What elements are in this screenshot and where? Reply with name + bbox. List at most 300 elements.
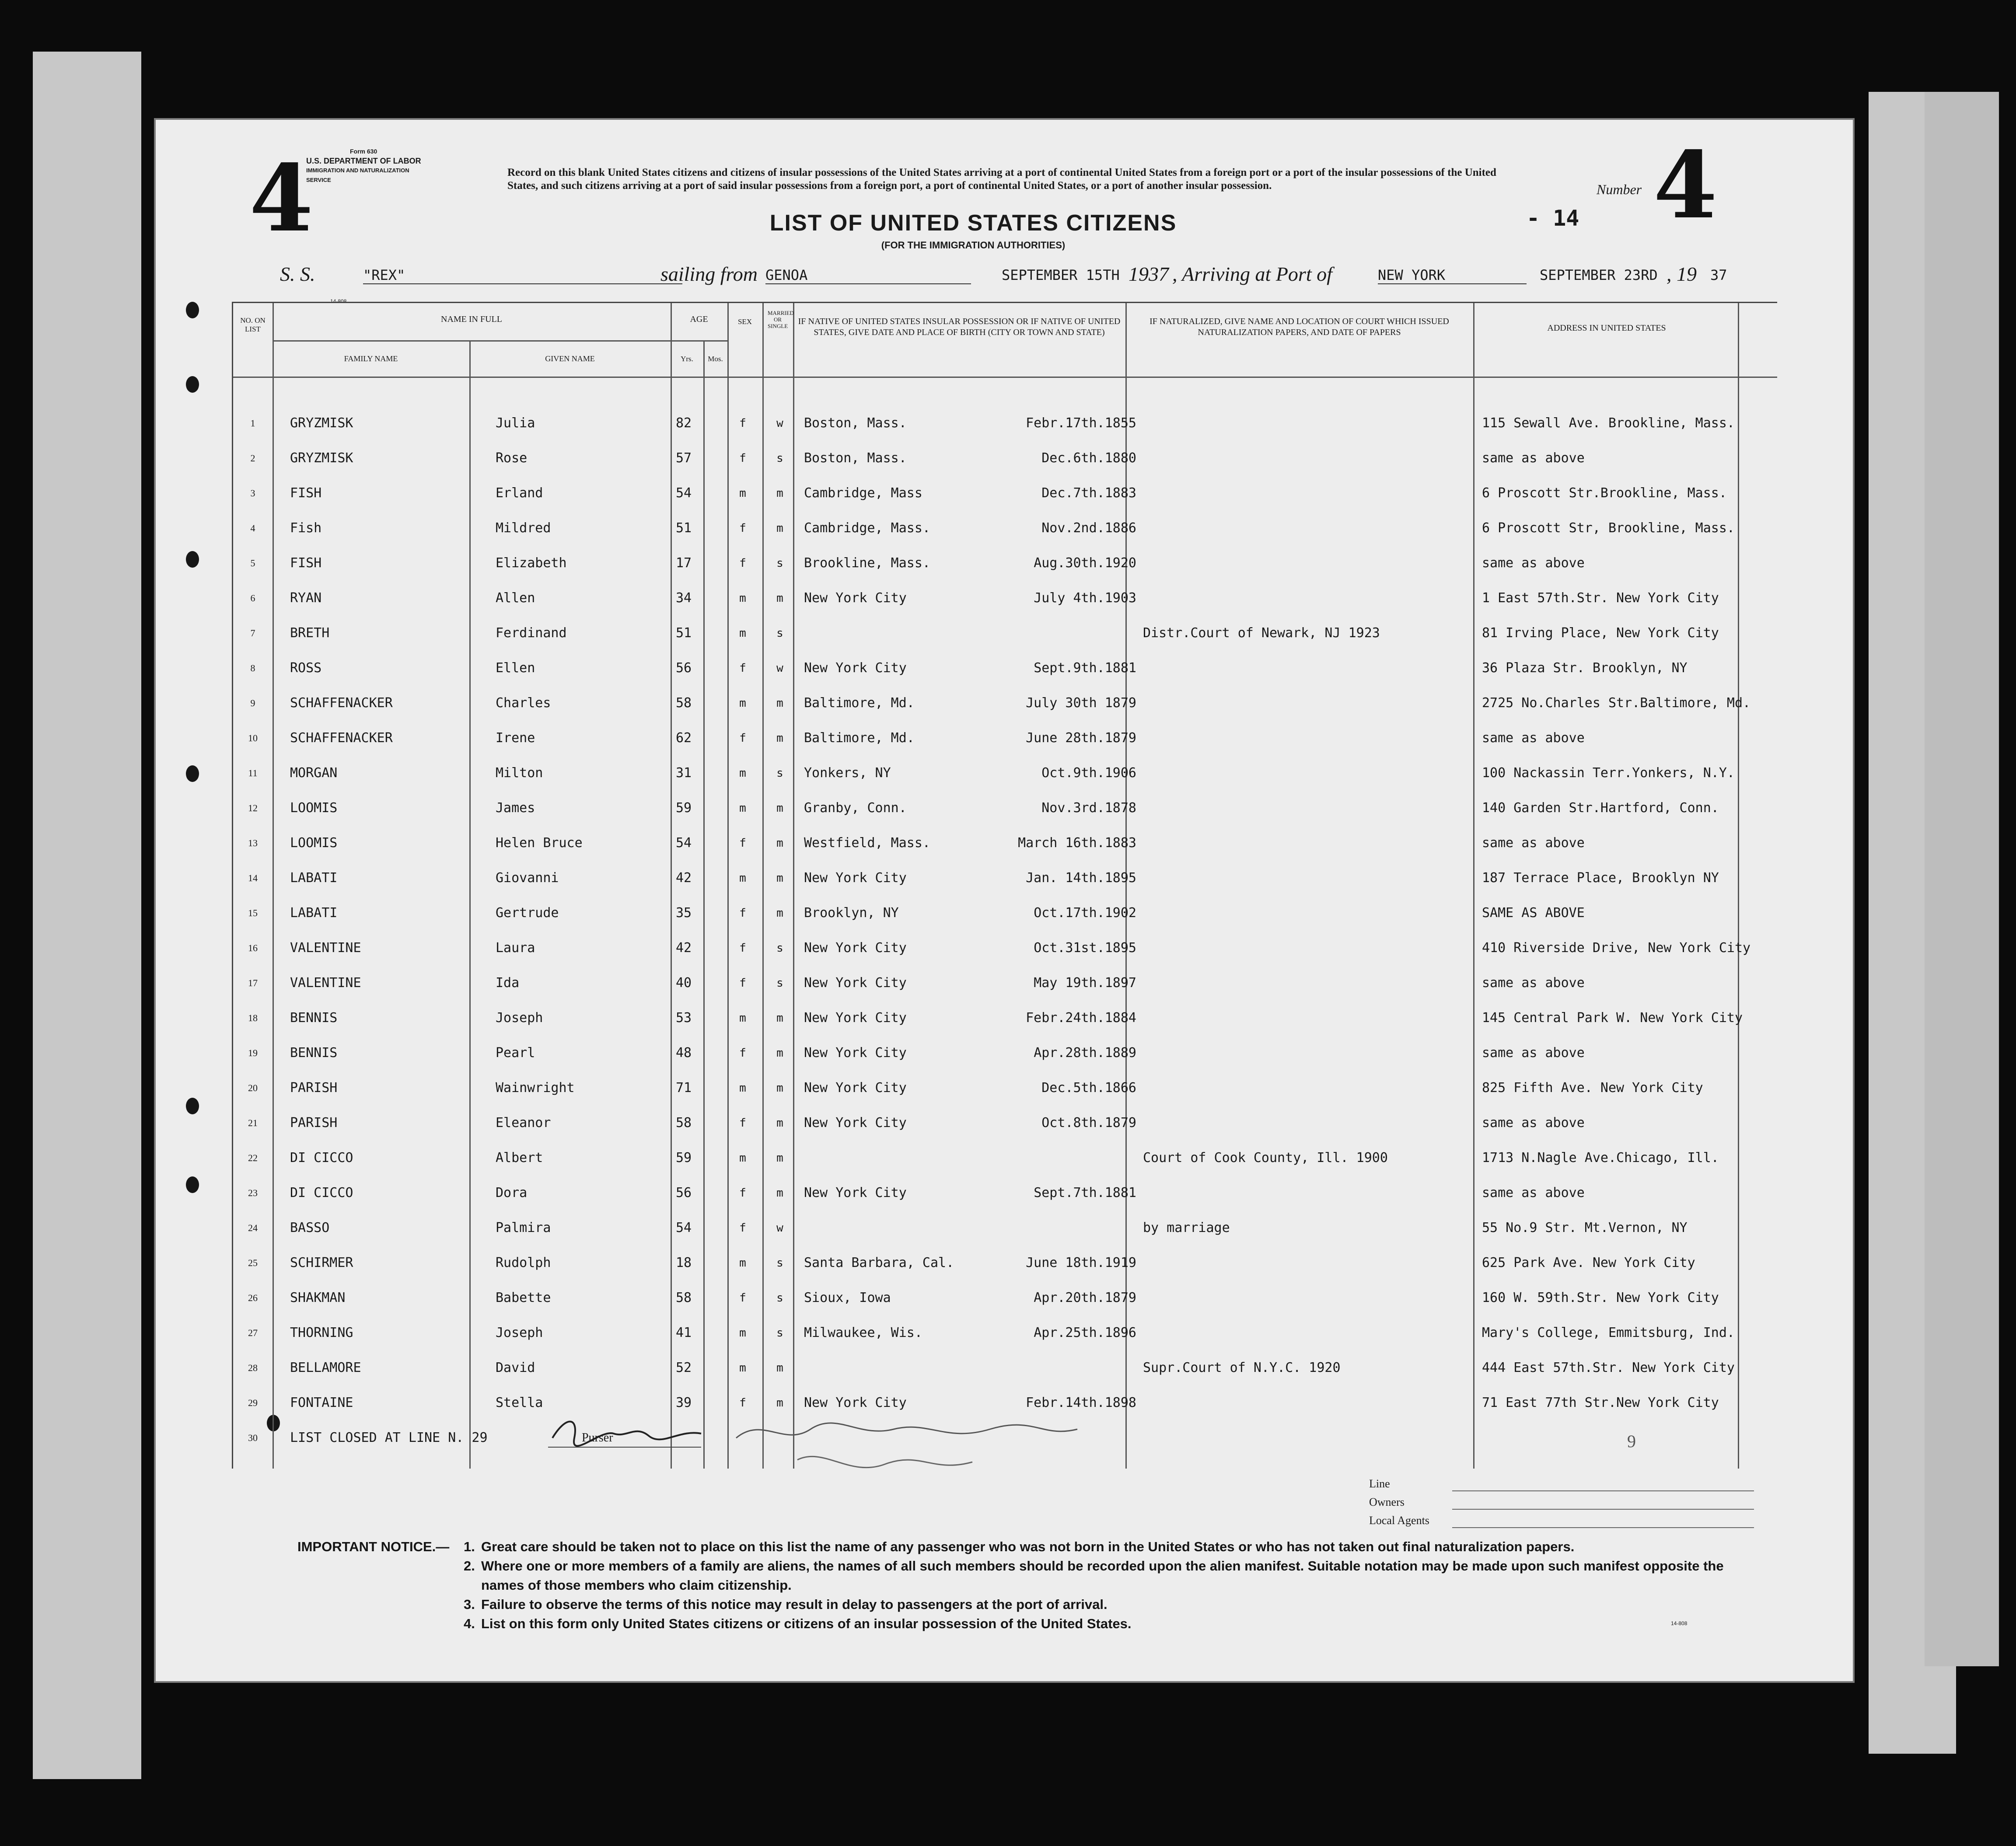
sex: m [739,872,746,885]
agents-block [1369,1477,1754,1532]
us-address: same as above [1482,1045,1585,1061]
sex: f [739,977,746,990]
page-title: LIST OF UNITED STATES CITIZENS [769,210,1177,236]
row-number: 4 [250,523,255,534]
sex: f [739,1396,746,1410]
marital-status: m [776,1186,783,1200]
sex: f [739,662,746,675]
sex: f [739,1221,746,1235]
record-instructions: Record on this blank United States citizens and citizens of insular possessions of the United States arriving at a port of continental United States from a foreign port or a port of the insular possessions of the United States, and such citizens arriving at a port of said insular possessions from a foreign port, a port of continental United States, or a port of another insular possession. [507,167,1496,192]
header-divider [233,377,1777,378]
table-row [233,756,1777,791]
naturalization-court: Distr.Court of Newark, NJ 1923 [1143,625,1380,641]
us-address: 6 Proscott Str, Brookline, Mass. [1482,520,1735,536]
sex: f [739,1047,746,1060]
notice-text: Great care should be taken not to place on this list the name of any passenger who was not born in the United States or who has not taken out final naturalization papers. [481,1539,1575,1554]
us-address: same as above [1482,975,1585,991]
birth-date: June 28th.1879 [1026,730,1136,746]
birth-date: Dec.5th.1866 [1041,1080,1136,1096]
marital-status: m [776,1012,783,1025]
birth-date: June 18th.1919 [1026,1255,1136,1270]
age: 56 [675,660,692,676]
given-name: Palmira [496,1220,551,1235]
us-address: SAME AS ABOVE [1482,905,1585,921]
corner-number-right: 4 [1653,131,1718,239]
age: 41 [675,1325,692,1340]
birth-place: Boston, Mass. [804,450,907,466]
table-row [233,1211,1777,1246]
line-label: Line [1369,1477,1390,1490]
family-name: BASSO [290,1220,330,1235]
sex: m [739,697,746,710]
given-name: Eleanor [496,1115,551,1131]
family-name: DI CICCO [290,1185,353,1200]
row-number: 12 [248,803,258,813]
given-name: Stella [496,1395,543,1410]
birth-place: Boston, Mass. [804,415,907,431]
passenger-table [232,302,1777,1469]
arrival-port: NEW YORK [1378,267,1527,284]
table-row [233,931,1777,966]
row-number: 3 [250,488,255,499]
age: 17 [675,555,692,571]
marital-status: w [776,417,783,430]
marital-status: w [776,662,783,675]
us-address: 1 East 57th.Str. New York City [1482,590,1719,606]
age: 58 [675,1115,692,1131]
sailing-label: sailing from [660,263,758,285]
age: 59 [675,1150,692,1166]
birth-place: New York City [804,660,907,676]
table-row [233,1141,1777,1176]
age: 54 [675,835,692,851]
age: 54 [675,485,692,501]
family-name: FISH [290,485,322,501]
table-row [233,511,1777,546]
punch-hole [186,1098,199,1114]
notice-number: 3. [464,1597,475,1612]
row-number: 1 [250,418,255,429]
list-closed-note: LIST CLOSED AT LINE N. 29 [290,1430,488,1445]
sex: m [739,1082,746,1095]
row-number: 20 [248,1082,258,1093]
sex: m [739,1256,746,1270]
age: 18 [675,1255,692,1270]
marital-status: m [776,837,783,850]
row-number: 29 [248,1397,258,1408]
row-number: 2 [250,453,255,464]
table-row [233,616,1777,651]
birth-place: Sioux, Iowa [804,1290,891,1305]
family-name: LABATI [290,905,338,921]
table-row [233,1316,1777,1350]
punch-hole [186,765,199,782]
naturalization-court: by marriage [1143,1220,1230,1235]
age: 82 [675,415,692,431]
age: 58 [675,695,692,711]
owners-label: Owners [1369,1496,1405,1508]
row-number: 6 [250,593,255,604]
family-name: SCHAFFENACKER [290,730,393,746]
us-address: same as above [1482,835,1585,851]
notice-lead: IMPORTANT NOTICE.— [297,1539,450,1554]
age: 52 [675,1360,692,1375]
number-label: Number [1597,181,1642,197]
notice-item [464,1556,1750,1595]
age: 42 [675,870,692,886]
given-name: James [496,800,535,816]
departure-port: GENOA [765,267,971,284]
departure-year: 1937 [1129,263,1169,285]
birth-date: Aug.30th.1920 [1034,555,1136,571]
birth-date: Oct.31st.1895 [1034,940,1136,956]
birth-place: New York City [804,1045,907,1061]
header-divider [273,340,727,342]
birth-date: Sept.7th.1881 [1034,1185,1136,1200]
us-address: 81 Irving Place, New York City [1482,625,1719,641]
row-number: 7 [250,628,255,639]
ship-name: "REX" [363,267,682,284]
birth-date: Nov.2nd.1886 [1041,520,1136,536]
marital-status: m [776,1117,783,1130]
given-name: Giovanni [496,870,559,886]
birth-date: Jan. 14th.1895 [1026,870,1136,886]
age: 53 [675,1010,692,1026]
sex: f [739,837,746,850]
line-field [1369,1477,1754,1496]
birth-date: Oct.17th.1902 [1034,905,1136,921]
table-row [233,1176,1777,1211]
table-row [233,1281,1777,1316]
us-address: 71 East 77th Str.New York City [1482,1395,1719,1410]
given-name: Julia [496,415,535,431]
marital-status: m [776,1082,783,1095]
birth-place: New York City [804,1115,907,1131]
age: 56 [675,1185,692,1200]
birth-place: Yonkers, NY [804,765,891,781]
age: 39 [675,1395,692,1410]
birth-place: Baltimore, Md. [804,730,915,746]
row-number: 10 [248,733,258,743]
family-name: BRETH [290,625,330,641]
table-row [233,896,1777,931]
given-name: Charles [496,695,551,711]
us-address: same as above [1482,555,1585,571]
table-row [233,721,1777,756]
marital-status: s [776,977,783,990]
marital-status: s [776,1326,783,1340]
voyage-line [280,262,1811,289]
birth-date: Oct.9th.1906 [1041,765,1136,781]
family-name: RYAN [290,590,322,606]
birth-place: New York City [804,1080,907,1096]
header-family-name: FAMILY NAME [344,354,398,363]
us-address: 55 No.9 Str. Mt.Vernon, NY [1482,1220,1688,1235]
given-name: Helen Bruce [496,835,583,851]
marital-status: s [776,1291,783,1305]
row-number: 26 [248,1292,258,1303]
marital-status: m [776,697,783,710]
sex: m [739,1012,746,1025]
form-ref: 14-808 [330,298,347,304]
marital-status: m [776,802,783,815]
birth-date: Dec.7th.1883 [1041,485,1136,501]
family-name: LOOMIS [290,835,338,851]
sex: f [739,522,746,535]
birth-date: Sept.9th.1881 [1034,660,1136,676]
birth-date: Febr.24th.1884 [1026,1010,1136,1026]
birth-place: New York City [804,1010,907,1026]
local-agents-field [1369,1514,1754,1532]
row-number: 28 [248,1362,258,1373]
given-name: Gertrude [496,905,559,921]
age: 42 [675,940,692,956]
header-given-name: GIVEN NAME [545,354,595,363]
row-number: 17 [248,977,258,988]
us-address: 115 Sewall Ave. Brookline, Mass. [1482,415,1735,431]
sex: m [739,767,746,780]
marital-status: m [776,1047,783,1060]
sex: f [739,452,746,465]
row-number: 13 [248,838,258,848]
marital-status: m [776,487,783,500]
family-name: Fish [290,520,322,536]
row-number: 9 [250,698,255,708]
purser-signature [548,1412,706,1451]
arrival-date: SEPTEMBER 23RD [1540,267,1658,283]
birth-date: Apr.20th.1879 [1034,1290,1136,1305]
sex: f [739,942,746,955]
us-address: same as above [1482,450,1585,466]
us-address: 100 Nackassin Terr.Yonkers, N.Y. [1482,765,1735,781]
corner-number-left: 4 [249,144,314,252]
notice-item [464,1595,1750,1614]
row-number: 15 [248,907,258,918]
punch-hole [186,376,199,393]
naturalization-court: Supr.Court of N.Y.C. 1920 [1143,1360,1341,1375]
birth-place: Santa Barbara, Cal. [804,1255,954,1270]
table-row [233,1246,1777,1281]
birth-date: Febr.17th.1855 [1026,415,1136,431]
family-name: THORNING [290,1325,353,1340]
purser-label: Purser [582,1431,613,1445]
row-number: 18 [248,1012,258,1023]
sex: f [739,732,746,745]
us-address: 36 Plaza Str. Brooklyn, NY [1482,660,1688,676]
us-address: 2725 No.Charles Str.Baltimore, Md. [1482,695,1751,711]
given-name: Milton [496,765,543,781]
notice-number: 4. [464,1616,475,1631]
birth-date: Febr.14th.1898 [1026,1395,1136,1410]
us-address: 444 East 57th.Str. New York City [1482,1360,1735,1375]
sex: m [739,487,746,500]
birth-place: New York City [804,590,907,606]
notice-text: Where one or more members of a family are aliens, the names of all such members should be recorded upon the alien manifest. Suitable notation may be made upon such manifest opposite the names of those members who claim citizenship. [481,1558,1724,1593]
birth-date: Dec.6th.1880 [1041,450,1136,466]
family-name: FONTAINE [290,1395,353,1410]
sex: m [739,1361,746,1375]
table-row [233,441,1777,476]
family-name: SCHAFFENACKER [290,695,393,711]
table-row [233,1350,1777,1385]
closing-row [233,1420,1777,1455]
sex: m [739,802,746,815]
film-margin-right-outer [1925,92,1999,1666]
punch-hole [186,1176,199,1193]
family-name: PARISH [290,1080,338,1096]
form-line: U.S. DEPARTMENT OF LABOR [306,157,421,165]
sex: m [739,1326,746,1340]
row-number: 5 [250,558,255,569]
age: 40 [675,975,692,991]
family-name: VALENTINE [290,975,361,991]
header-yrs: Yrs. [681,355,693,363]
list-code: - 14 [1527,206,1579,231]
arriving-label: , Arriving at Port of [1172,263,1332,285]
birth-place: New York City [804,940,907,956]
birth-place: Milwaukee, Wis. [804,1325,922,1340]
given-name: Irene [496,730,535,746]
row-number: 16 [248,942,258,953]
page-number: 9 [1627,1431,1636,1451]
notice-list [297,1537,1750,1633]
arrival-year-prefix: , 19 [1667,263,1697,285]
birth-place: Cambridge, Mass. [804,520,930,536]
arrival-year: 37 [1710,267,1727,283]
row-number: 22 [248,1152,258,1163]
marital-status: m [776,1152,783,1165]
row-number: 30 [248,1432,258,1443]
age: 71 [675,1080,692,1096]
row-number: 23 [248,1187,258,1198]
us-address: same as above [1482,730,1585,746]
age: 58 [675,1290,692,1305]
us-address: 140 Garden Str.Hartford, Conn. [1482,800,1719,816]
family-name: PARISH [290,1115,338,1131]
marital-status: s [776,627,783,640]
notice-text: Failure to observe the terms of this notice may result in delay to passengers at the port of arrival. [481,1597,1108,1612]
age: 54 [675,1220,692,1235]
birth-date: Oct.8th.1879 [1041,1115,1136,1131]
given-name: Elizabeth [496,555,567,571]
sex: m [739,627,746,640]
birth-place: Westfield, Mass. [804,835,930,851]
inspector-signature [727,1412,1086,1486]
header-address: ADDRESS IN UNITED STATES [1547,323,1666,333]
sex: m [739,1152,746,1165]
family-name: SHAKMAN [290,1290,346,1305]
header-married-single: MARRIED OR SINGLE [768,310,794,329]
header-age: AGE [690,314,708,324]
local-agents-label: Local Agents [1369,1514,1429,1527]
page-subtitle: (FOR THE IMMIGRATION AUTHORITIES) [881,240,1066,251]
table-row [233,791,1777,826]
us-address: 1713 N.Nagle Ave.Chicago, Ill. [1482,1150,1719,1166]
notice-number: 1. [464,1539,475,1554]
family-name: BENNIS [290,1045,338,1061]
header-birth: IF NATIVE OF UNITED STATES INSULAR POSSESSION OR IF NATIVE OF UNITED STATES, GIVE DATE AND PLACE OF BIRTH (CITY OR TOWN AND STATE) [798,317,1121,337]
given-name: Allen [496,590,535,606]
given-name: Rudolph [496,1255,551,1270]
sex: f [739,417,746,430]
table-row [233,1071,1777,1106]
birth-place: New York City [804,870,907,886]
given-name: Dora [496,1185,528,1200]
ss-label: S. S. [280,263,315,285]
footer-form-code: 14-808 [1671,1620,1688,1626]
sex: f [739,1186,746,1200]
age: 51 [675,625,692,641]
sex: f [739,1117,746,1130]
family-name: ROSS [290,660,322,676]
birth-date: July 30th 1879 [1026,695,1136,711]
birth-place: Granby, Conn. [804,800,907,816]
form-line: IMMIGRATION AND NATURALIZATION SERVICE [306,167,409,183]
birth-date: July 4th.1903 [1034,590,1136,606]
birth-place: Brookline, Mass. [804,555,930,571]
sex: f [739,907,746,920]
row-number: 25 [248,1257,258,1268]
birth-date: Apr.25th.1896 [1034,1325,1136,1340]
birth-place: Brooklyn, NY [804,905,899,921]
given-name: Albert [496,1150,543,1166]
marital-status: s [776,942,783,955]
row-number: 27 [248,1327,258,1338]
us-address: 6 Proscott Str.Brookline, Mass. [1482,485,1727,501]
important-notice [297,1537,1750,1633]
family-name: VALENTINE [290,940,361,956]
row-number: 19 [248,1047,258,1058]
family-name: GRYZMISK [290,450,353,466]
table-row [233,826,1777,861]
given-name: Laura [496,940,535,956]
age: 48 [675,1045,692,1061]
given-name: Ferdinand [496,625,567,641]
marital-status: s [776,557,783,570]
us-address: 160 W. 59th.Str. New York City [1482,1290,1719,1305]
given-name: Rose [496,450,528,466]
film-margin-left [33,52,141,1779]
marital-status: m [776,592,783,605]
table-row [233,1036,1777,1071]
us-address: Mary's College, Emmitsburg, Ind. [1482,1325,1735,1340]
departure-date: SEPTEMBER 15TH [1002,267,1120,283]
given-name: Ellen [496,660,535,676]
notice-number: 2. [464,1558,475,1574]
table-row [233,546,1777,581]
marital-status: s [776,452,783,465]
given-name: Wainwright [496,1080,575,1096]
family-name: BENNIS [290,1010,338,1026]
family-name: BELLAMORE [290,1360,361,1375]
marital-status: m [776,1396,783,1410]
birth-date: March 16th.1883 [1018,835,1136,851]
family-name: GRYZMISK [290,415,353,431]
marital-status: m [776,522,783,535]
sex: f [739,557,746,570]
header-mos: Mos. [708,355,723,363]
row-number: 24 [248,1222,258,1233]
us-address: 825 Fifth Ave. New York City [1482,1080,1703,1096]
family-name: DI CICCO [290,1150,353,1166]
marital-status: w [776,1221,783,1235]
table-row [233,1106,1777,1141]
marital-status: m [776,1361,783,1375]
sex: m [739,592,746,605]
age: 62 [675,730,692,746]
punch-hole [186,302,199,318]
marital-status: m [776,732,783,745]
